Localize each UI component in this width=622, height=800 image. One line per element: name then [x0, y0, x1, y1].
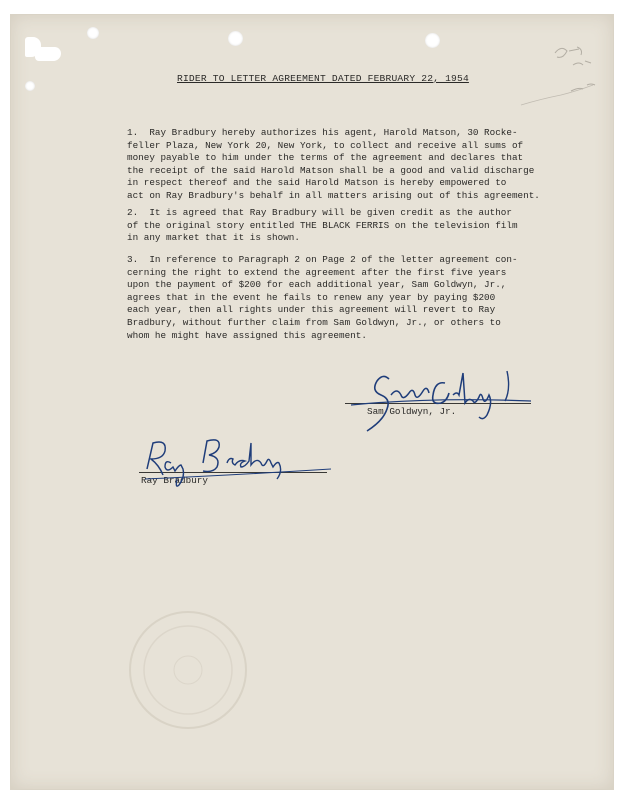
- goldwyn-signature: [341, 365, 541, 435]
- bradbury-signature: [139, 433, 339, 493]
- punch-hole: [425, 33, 440, 48]
- punch-hole: [228, 31, 243, 46]
- embossed-seal: [123, 605, 253, 735]
- paragraph-3: 3. In reference to Paragraph 2 on Page 2 of the letter agreement con- cerning the right to extend the agreement after the first five years upon the payment of $200 for each additional year, Sam Goldwyn, Jr., agrees that in the event he fails to renew any year by paying $200 each year, then all rights under this agreement will revert to Ray Bradbury, without further claim from Sam Goldwyn, Jr., or others to whom he might have assigned this agreement.: [127, 254, 518, 341]
- punch-hole: [25, 81, 35, 91]
- signatory-name: Sam Goldwyn, Jr.: [367, 406, 457, 417]
- punch-hole: [87, 27, 99, 39]
- signatory-name: Ray Bradbury: [141, 475, 208, 486]
- document-title: RIDER TO LETTER AGREEMENT DATED FEBRUARY 22, 1954: [177, 73, 469, 84]
- document-page: [10, 14, 614, 790]
- paragraph-1: 1. Ray Bradbury hereby authorizes his agent, Harold Matson, 30 Rocke- feller Plaza, New York 20, New York, to collect and receive all sums of money payable to him under the terms of the agreement and declares that the receipt of the said Harold Matson shall be a good and valid discharge in respect thereof and the said Harold Matson is hereby empowered to act on Ray Bradbury's behalf in all matters arising out of this agreement.: [127, 127, 540, 201]
- pencil-notation: [511, 35, 601, 115]
- paragraph-2: 2. It is agreed that Ray Bradbury will be given credit as the author of the original story entitled THE BLACK FERRIS on the television film in any market that it is shown.: [127, 207, 518, 244]
- torn-corner: [35, 47, 61, 61]
